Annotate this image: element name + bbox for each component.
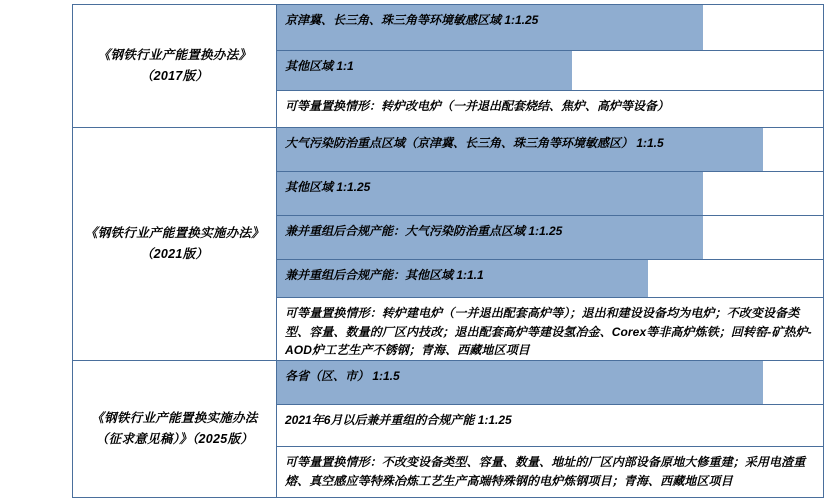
policy-note-row [277,298,823,360]
policy-rows-2017 [277,5,824,128]
policy-item-text: 京津冀、长三角、珠三角等环境敏感区域 1:1.25 [285,13,539,27]
table-row [73,361,824,498]
policy-note-row [277,91,823,127]
policy-item-row [277,405,823,447]
policy-label-line-2: （2021版） [140,247,209,261]
policy-item-row [277,216,823,260]
policy-label-2021-cell [73,128,277,361]
policy-item-text: 各省（区、市） 1:1.5 [285,369,400,383]
policy-label-line-2: （征求意见稿）》（2025版） [95,432,254,446]
policy-label-line-1: 《钢铁行业产能置换办法》 [97,48,252,63]
policy-item-row [277,51,823,91]
policy-item-row [277,172,823,216]
policy-note-text: 可等量置换情形：转炉建电炉（一并退出配套高炉等）；退出和建设设备均为电炉；不改变设备类型、容量、数量的厂区内技改；退出配套高炉等建设氢冶金、Corex等非高炉炼铁；回转窑-矿热炉-AOD炉工艺生产不锈钢；青海、西藏地区项目 [285,306,812,358]
policy-item-text: 2021年6月以后兼并重组的合规产能 1:1.25 [285,413,512,427]
policy-note-text: 可等量置换情形：转炉改电炉（一并退出配套烧结、焦炉、高炉等设备） [285,99,670,113]
policy-item-text: 兼并重组后合规产能：大气污染防治重点区域 1:1.25 [285,224,563,238]
table-row [73,5,824,128]
policy-item-text: 其他区域 1:1 [285,59,354,73]
table-body [73,5,824,498]
policy-label-2025-cell [73,361,277,498]
policy-item-text: 兼并重组后合规产能：其他区域 1:1.1 [285,268,484,282]
policy-label-line-2: （2017版） [140,69,209,83]
policy-comparison-table [72,4,824,498]
policy-comparison-table-sheet [0,4,840,494]
policy-item-row [277,128,823,172]
policy-item-row [277,260,823,298]
policy-note-text: 可等量置换情形：不改变设备类型、容量、数量、地址的厂区内部设备原地大修重建；采用电渣重熔、真空感应等特殊冶炼工艺生产高端特殊钢的电炉炼钢项目；青海、西藏地区项目 [285,455,806,488]
policy-label-line-1: 《钢铁行业产能置换实施办法 [91,411,258,426]
policy-item-row [277,5,823,51]
policy-item-text: 其他区域 1:1.25 [285,180,371,194]
policy-rows-2021 [277,128,824,361]
policy-rows-2025 [277,361,824,498]
policy-label-2017-cell [73,5,277,128]
table-row [73,128,824,361]
policy-label-line-1: 《钢铁行业产能置换实施办法》 [84,226,265,241]
policy-item-row [277,361,823,405]
policy-item-text: 大气污染防治重点区域（京津冀、长三角、珠三角等环境敏感区） 1:1.5 [285,136,664,150]
